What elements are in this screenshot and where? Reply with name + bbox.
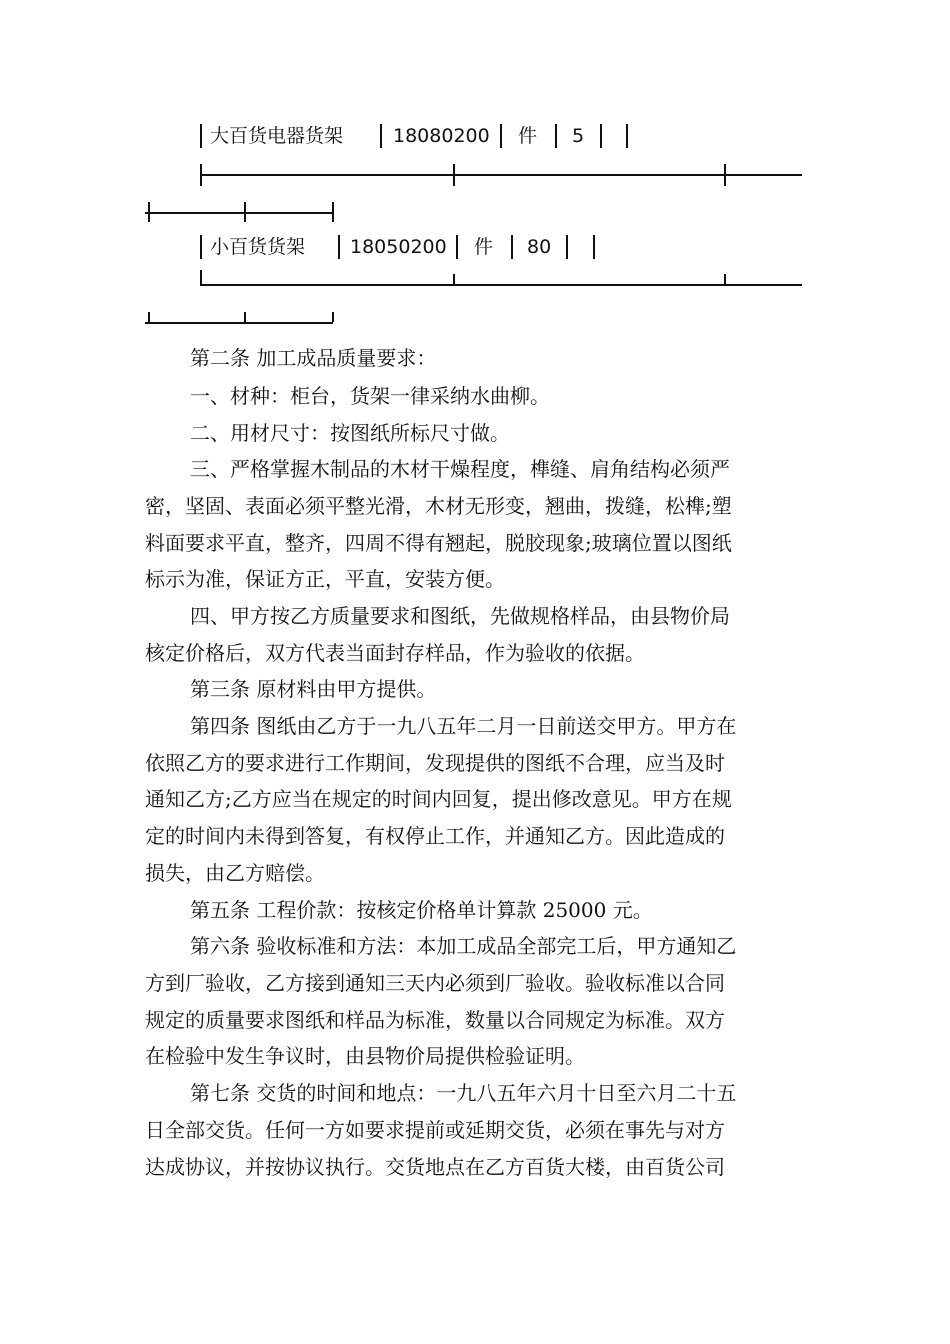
table-border <box>148 312 150 322</box>
table-border <box>338 235 340 259</box>
article-2-item-1: 一、材种：柜台，货架一律采纳水曲柳。 <box>190 384 550 408</box>
table-border <box>380 124 382 148</box>
article-2-title: 第二条 加工成品质量要求： <box>190 346 437 370</box>
table-cell-code: 18080200 <box>393 125 490 147</box>
table-rule <box>200 174 802 176</box>
table-border <box>456 235 458 259</box>
table-cell-qty: 5 <box>572 125 585 147</box>
article-4-line: 第四条 图纸由乙方于一九八五年二月一日前送交甲方。甲方在 <box>190 714 737 738</box>
article-7-line: 第七条 交货的时间和地点：一九八五年六月十日至六月二十五 <box>190 1081 737 1105</box>
article-4-line: 损失，由乙方赔偿。 <box>145 861 325 885</box>
table-cell-unit: 件 <box>518 125 538 147</box>
table-border <box>566 235 568 259</box>
article-4-line: 定的时间内未得到答复，有权停止工作，并通知乙方。因此造成的 <box>145 824 725 848</box>
table-border <box>453 164 455 186</box>
table-cell-code: 18050200 <box>350 236 447 258</box>
table-border <box>555 124 557 148</box>
article-4-line: 通知乙方;乙方应当在规定的时间内回复，提出修改意见。甲方在规 <box>145 787 732 811</box>
article-5: 第五条 工程价款：按核定价格单计算款 25000 元。 <box>190 898 653 922</box>
table-rule <box>200 284 802 286</box>
table-border <box>332 202 334 222</box>
table-cell-name: 大百货电器货架 <box>210 125 344 147</box>
table-rule <box>145 212 333 214</box>
article-7-line: 日全部交货。任何一方如要求提前或延期交货，必须在事先与对方 <box>145 1118 725 1142</box>
table-border <box>511 235 513 259</box>
article-2-item-4-line: 核定价格后，双方代表当面封存样品，作为验收的依据。 <box>145 641 645 665</box>
table-border <box>626 124 628 148</box>
table-cell-name: 小百货货架 <box>210 236 306 258</box>
table-border <box>453 274 455 284</box>
article-7-line: 达成协议，并按协议执行。交货地点在乙方百货大楼，由百货公司 <box>145 1155 725 1179</box>
article-6-line: 第六条 验收标准和方法：本加工成品全部完工后，甲方通知乙 <box>190 934 737 958</box>
article-2-item-3-line: 料面要求平直，整齐，四周不得有翘起，脱胶现象;玻璃位置以图纸 <box>145 531 732 555</box>
table-border <box>500 124 502 148</box>
article-3: 第三条 原材料由甲方提供。 <box>190 677 437 701</box>
table-border <box>244 312 246 322</box>
table-cell-unit: 件 <box>474 236 494 258</box>
article-4-line: 依照乙方的要求进行工作期间，发现提供的图纸不合理，应当及时 <box>145 751 725 775</box>
table-border <box>200 270 202 284</box>
table-border <box>724 274 726 284</box>
article-2-item-3-line: 三、严格掌握木制品的木材干燥程度，榫缝、肩角结构必须严 <box>190 457 730 481</box>
table-border <box>200 124 202 148</box>
table-border <box>593 235 595 259</box>
article-2-item-3-line: 密，坚固、表面必须平整光滑，木材无形变，翘曲，拨缝，松榫;塑 <box>145 494 732 518</box>
article-6-line: 规定的质量要求图纸和样品为标准，数量以合同规定为标准。双方 <box>145 1008 725 1032</box>
table-cell-qty: 80 <box>527 236 552 258</box>
table-border <box>600 124 602 148</box>
table-border <box>148 202 150 222</box>
table-border <box>724 164 726 186</box>
article-2-item-4-line: 四、甲方按乙方质量要求和图纸，先做规格样品，由县物价局 <box>190 604 730 628</box>
article-2-item-3-line: 标示为准，保证方正，平直，安装方便。 <box>145 567 505 591</box>
table-border <box>200 235 202 259</box>
table-border <box>244 202 246 222</box>
table-border <box>332 312 334 322</box>
table-rule <box>145 322 333 324</box>
article-2-item-2: 二、用材尺寸：按图纸所标尺寸做。 <box>190 421 510 445</box>
article-6-line: 在检验中发生争议时，由县物价局提供检验证明。 <box>145 1044 585 1068</box>
article-6-line: 方到厂验收，乙方接到通知三天内必须到厂验收。验收标准以合同 <box>145 971 725 995</box>
